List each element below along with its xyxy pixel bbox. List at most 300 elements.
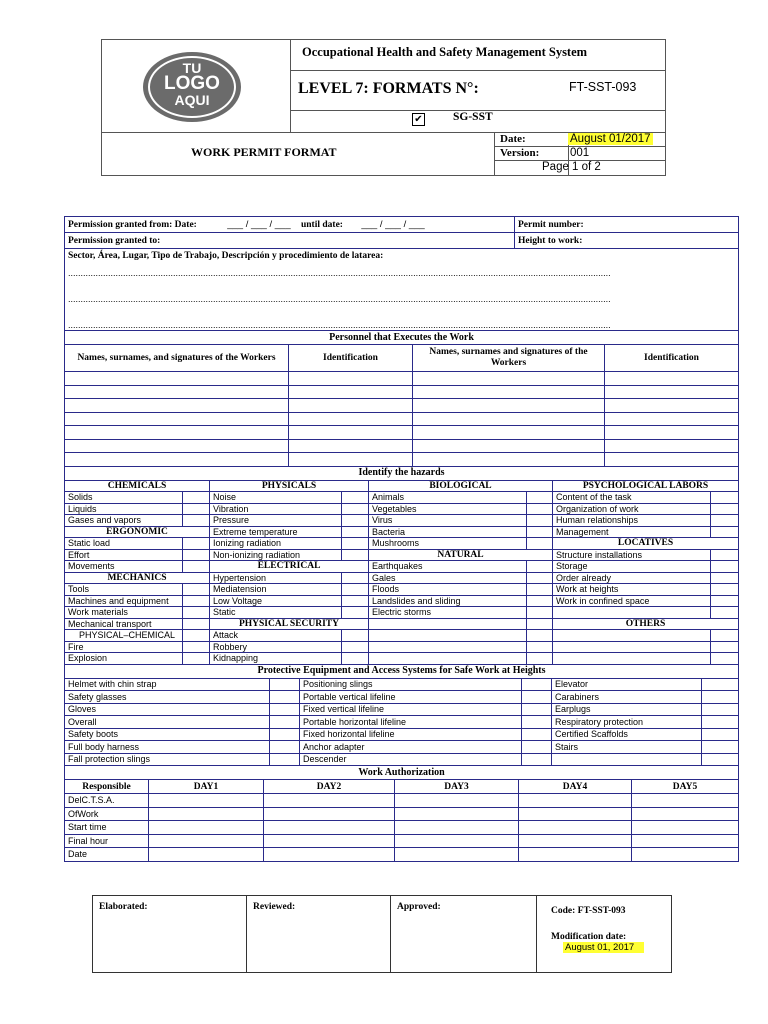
equipment-check-cell[interactable] xyxy=(522,703,552,716)
personnel-cell[interactable] xyxy=(605,439,739,453)
authorization-day-cell[interactable] xyxy=(264,807,395,821)
hazard-check-cell[interactable] xyxy=(711,492,739,504)
hazard-check-cell[interactable] xyxy=(342,584,369,596)
authorization-day-cell[interactable] xyxy=(519,794,632,808)
hazard-category-header: PHYSICAL SECURITY xyxy=(210,618,369,630)
equipment-row xyxy=(65,716,739,729)
equipment-row xyxy=(65,691,739,704)
hazard-category-header: MECHANICS xyxy=(65,572,210,584)
logo-line-1: TU xyxy=(182,60,202,76)
equipment-item-label: Portable vertical lifeline xyxy=(300,691,522,704)
hazard-check-cell[interactable] xyxy=(527,492,553,504)
equipment-item-label: Certified Scaffolds xyxy=(552,728,702,741)
equipment-check-cell[interactable] xyxy=(270,703,300,716)
hazard-row xyxy=(65,618,739,630)
personnel-cell[interactable] xyxy=(65,372,289,386)
authorization-day-cell[interactable] xyxy=(149,807,264,821)
equipment-check-cell[interactable] xyxy=(702,703,739,716)
personnel-cell[interactable] xyxy=(413,372,605,386)
hazard-check-cell[interactable] xyxy=(527,538,553,550)
hazard-row xyxy=(65,607,739,619)
hazard-item-label: Extreme temperature xyxy=(210,526,342,538)
hazard-item-label: Work materials xyxy=(65,607,183,619)
hazard-item-label: Floods xyxy=(369,584,527,596)
hazard-item-label: PHYSICAL–CHEMICAL xyxy=(65,630,183,642)
hazard-empty-cell xyxy=(369,653,527,665)
personnel-cell[interactable] xyxy=(605,399,739,413)
equipment-item-label: Full body harness xyxy=(65,741,270,754)
day-header: DAY2 xyxy=(264,780,395,794)
hazard-check-cell[interactable] xyxy=(711,561,739,573)
personnel-rows xyxy=(65,372,739,467)
personnel-cell[interactable] xyxy=(289,372,413,386)
authorization-day-cell[interactable] xyxy=(395,794,519,808)
hazards-title: Identify the hazards xyxy=(65,466,739,480)
equipment-item-label: Portable horizontal lifeline xyxy=(300,716,522,729)
authorization-row-label: Start time xyxy=(65,821,149,835)
hazard-row xyxy=(65,572,739,584)
personnel-row xyxy=(65,399,739,413)
hazard-check-cell[interactable] xyxy=(527,618,553,630)
equipment-item-label: Stairs xyxy=(552,741,702,754)
equipment-check-cell[interactable] xyxy=(522,678,552,691)
hazard-item-label: Human relationships xyxy=(553,515,711,527)
hazard-check-cell[interactable] xyxy=(342,630,369,642)
hazard-check-cell[interactable] xyxy=(183,584,210,596)
equipment-check-cell[interactable] xyxy=(270,678,300,691)
equipment-item-label: Overall xyxy=(65,716,270,729)
hazard-check-cell[interactable] xyxy=(527,503,553,515)
personnel-cell[interactable] xyxy=(65,399,289,413)
hazard-item-label: Animals xyxy=(369,492,527,504)
hazard-check-cell[interactable] xyxy=(183,595,210,607)
equipment-row xyxy=(65,741,739,754)
hazard-row xyxy=(65,561,739,573)
elaborated-cell[interactable]: Elaborated: xyxy=(93,896,247,973)
personnel-cell[interactable] xyxy=(65,453,289,467)
hazard-check-cell[interactable] xyxy=(711,515,739,527)
equipment-item-label: Carabiners xyxy=(552,691,702,704)
dotted-line-1: ......................................................................................................................................................................................................................... xyxy=(68,268,611,278)
hazard-item-label: Work in confined space xyxy=(553,595,711,607)
hazard-item-label: Organization of work xyxy=(553,503,711,515)
logo-line-2: LOGO xyxy=(164,73,220,94)
code-modification-cell xyxy=(537,896,672,973)
permit-number-cell[interactable]: Permit number: xyxy=(515,217,739,233)
authorization-row-label: Final hour xyxy=(65,834,149,848)
permit-info-table xyxy=(64,216,739,331)
equipment-item-label: Fall protection slings xyxy=(65,753,270,766)
authorization-day-cell[interactable] xyxy=(149,821,264,835)
hazard-item-label: Explosion xyxy=(65,653,183,665)
personnel-row xyxy=(65,426,739,440)
personnel-cell[interactable] xyxy=(413,426,605,440)
hazard-item-label: Non-ionizing radiation xyxy=(210,549,342,561)
col-names: Names, surnames, and signatures of the Workers xyxy=(65,345,289,372)
hazard-check-cell[interactable] xyxy=(527,641,553,653)
hazard-check-cell[interactable] xyxy=(342,526,369,538)
hazard-check-cell[interactable] xyxy=(711,572,739,584)
hazard-check-cell[interactable] xyxy=(711,584,739,596)
authorization-title: Work Authorization xyxy=(65,766,739,780)
hazard-item-label: Ionizing radiation xyxy=(210,538,342,550)
equipment-check-cell[interactable] xyxy=(522,741,552,754)
authorization-day-cell[interactable] xyxy=(632,834,739,848)
hazard-item-label: Effort xyxy=(65,549,183,561)
personnel-cell[interactable] xyxy=(605,372,739,386)
hazard-check-cell[interactable] xyxy=(527,526,553,538)
hazard-item-label: Order already xyxy=(553,572,711,584)
hazard-empty-cell xyxy=(369,618,527,630)
hazard-item-label: Work at heights xyxy=(553,584,711,596)
personnel-cell[interactable] xyxy=(65,439,289,453)
work-permit-form xyxy=(64,216,738,862)
equipment-item-label: Earplugs xyxy=(552,703,702,716)
hazard-category-header: LOCATIVES xyxy=(553,538,739,550)
personnel-cell[interactable] xyxy=(413,385,605,399)
hazard-check-cell[interactable] xyxy=(711,653,739,665)
equipment-item-label: Helmet with chin strap xyxy=(65,678,270,691)
hazard-empty-cell xyxy=(553,607,711,619)
authorization-day-cell[interactable] xyxy=(632,821,739,835)
equipment-check-cell[interactable] xyxy=(270,741,300,754)
responsible-header: Responsible xyxy=(65,780,149,794)
hazard-item-label: Liquids xyxy=(65,503,183,515)
personnel-cell[interactable] xyxy=(289,453,413,467)
hazard-check-cell[interactable] xyxy=(711,549,739,561)
equipment-check-cell[interactable] xyxy=(522,691,552,704)
hazard-check-cell[interactable] xyxy=(342,595,369,607)
hazard-check-cell[interactable] xyxy=(342,572,369,584)
hazard-check-cell[interactable] xyxy=(527,653,553,665)
dotted-line-3: ......................................................................................................................................................................................................................... xyxy=(68,320,611,330)
personnel-cell[interactable] xyxy=(289,412,413,426)
hazard-category-header: NATURAL xyxy=(369,549,553,561)
hazard-item-label: Robbery xyxy=(210,641,342,653)
hazard-category-header: ELECTRICAL xyxy=(210,561,369,573)
authorization-row xyxy=(65,834,739,848)
equipment-check-cell[interactable] xyxy=(270,753,300,766)
code-label: Code: FT-SST-093 xyxy=(551,906,626,916)
equipment-item-label: Positioning slings xyxy=(300,678,522,691)
hazard-check-cell[interactable] xyxy=(527,607,553,619)
hazard-item-label: Kidnapping xyxy=(210,653,342,665)
hazard-check-cell[interactable] xyxy=(527,630,553,642)
approval-footer xyxy=(92,895,671,973)
hazard-check-cell[interactable] xyxy=(342,607,369,619)
hazard-check-cell[interactable] xyxy=(342,653,369,665)
personnel-cell[interactable] xyxy=(65,412,289,426)
authorization-rows xyxy=(65,794,739,862)
hazard-check-cell[interactable] xyxy=(183,641,210,653)
hazard-item-label: Electric storms xyxy=(369,607,527,619)
hazard-empty-cell xyxy=(369,630,527,642)
until-date-blank[interactable]: ___ / ___ / ___ xyxy=(361,218,425,230)
hazard-check-cell[interactable] xyxy=(527,584,553,596)
equipment-check-cell[interactable] xyxy=(702,678,739,691)
hazard-row xyxy=(65,653,739,665)
personnel-cell[interactable] xyxy=(289,399,413,413)
hazard-check-cell[interactable] xyxy=(711,503,739,515)
authorization-day-cell[interactable] xyxy=(395,821,519,835)
hazard-check-cell[interactable] xyxy=(711,630,739,642)
equipment-check-cell[interactable] xyxy=(702,741,739,754)
hazard-item-label: Static xyxy=(210,607,342,619)
checkbox-label: SG-SST xyxy=(453,111,493,123)
hazard-empty-cell xyxy=(553,630,711,642)
equipment-check-cell[interactable] xyxy=(702,753,739,766)
equipment-item-label: Descender xyxy=(300,753,522,766)
authorization-day-cell[interactable] xyxy=(395,834,519,848)
personnel-cell[interactable] xyxy=(605,453,739,467)
equipment-item-label: Safety glasses xyxy=(65,691,270,704)
hazard-check-cell[interactable] xyxy=(342,549,369,561)
hazard-check-cell[interactable] xyxy=(183,607,210,619)
col-identification: Identification xyxy=(289,345,413,372)
hazard-category-header: PSYCHOLOGICAL LABORS xyxy=(553,480,739,492)
hazard-category-header: ERGONOMIC xyxy=(65,526,210,538)
hazard-check-cell[interactable] xyxy=(183,492,210,504)
sector-description-cell[interactable] xyxy=(65,249,739,331)
authorization-row xyxy=(65,848,739,862)
version-label: Version: xyxy=(500,147,540,159)
hazard-category-header: CHEMICALS xyxy=(65,480,210,492)
equipment-row xyxy=(65,703,739,716)
hazard-check-cell[interactable] xyxy=(342,492,369,504)
personnel-cell[interactable] xyxy=(289,426,413,440)
from-date-blank[interactable]: ___ / ___ / ___ xyxy=(227,218,291,230)
hazards-table xyxy=(64,466,739,665)
hazard-row xyxy=(65,503,739,515)
hazard-item-label: Earthquakes xyxy=(369,561,527,573)
personnel-cell[interactable] xyxy=(413,439,605,453)
equipment-item-label: Fixed vertical lifeline xyxy=(300,703,522,716)
authorization-day-cell[interactable] xyxy=(519,821,632,835)
permit-dates-cell[interactable] xyxy=(65,217,515,233)
hazard-item-label: Storage xyxy=(553,561,711,573)
personnel-row xyxy=(65,453,739,467)
hazard-item-label: Virus xyxy=(369,515,527,527)
hazard-item-label: Mushrooms xyxy=(369,538,527,550)
dotted-line-2: ......................................................................................................................................................................................................................... xyxy=(68,294,611,304)
hazard-check-cell[interactable] xyxy=(711,526,739,538)
version-value: 001 xyxy=(570,147,590,159)
equipment-row xyxy=(65,753,739,766)
equipment-rows xyxy=(65,678,739,766)
hazard-item-label: Mediatension xyxy=(210,584,342,596)
personnel-cell[interactable] xyxy=(413,412,605,426)
logo-line-3: AQUI xyxy=(174,92,210,108)
personnel-row xyxy=(65,439,739,453)
equipment-check-cell[interactable] xyxy=(522,716,552,729)
hazard-row xyxy=(65,630,739,642)
equipment-item-label: Safety boots xyxy=(65,728,270,741)
hazard-check-cell[interactable] xyxy=(711,641,739,653)
equipment-check-cell[interactable] xyxy=(522,753,552,766)
hazard-item-label: Vegetables xyxy=(369,503,527,515)
equipment-check-cell[interactable] xyxy=(270,728,300,741)
personnel-row xyxy=(65,412,739,426)
hazard-check-cell[interactable] xyxy=(183,515,210,527)
personnel-cell[interactable] xyxy=(289,439,413,453)
equipment-empty-cell xyxy=(552,753,702,766)
granted-from-label: Permission granted from: Date: xyxy=(68,219,197,230)
day-header: DAY3 xyxy=(395,780,519,794)
authorization-day-cell[interactable] xyxy=(395,807,519,821)
hazard-check-cell[interactable] xyxy=(342,515,369,527)
page-info: Page 1 of 2 xyxy=(542,161,601,173)
hazard-check-cell[interactable] xyxy=(527,515,553,527)
hazard-item-label: Bacteria xyxy=(369,526,527,538)
personnel-cell[interactable] xyxy=(65,385,289,399)
sector-label: Sector, Área, Lugar, Tipo de Trabajo, Descripción y procedimiento de latarea: xyxy=(68,251,384,261)
equipment-check-cell[interactable] xyxy=(702,691,739,704)
hazard-item-label: Gases and vapors xyxy=(65,515,183,527)
equipment-row xyxy=(65,678,739,691)
approval-table xyxy=(92,895,672,973)
authorization-day-cell[interactable] xyxy=(519,848,632,862)
authorization-table xyxy=(64,765,739,862)
reviewed-cell[interactable]: Reviewed: xyxy=(247,896,391,973)
hazard-item-label: Movements xyxy=(65,561,183,573)
equipment-table xyxy=(64,664,739,767)
hazard-check-cell[interactable] xyxy=(183,653,210,665)
hazard-empty-cell xyxy=(369,641,527,653)
equipment-check-cell[interactable] xyxy=(522,728,552,741)
personnel-cell[interactable] xyxy=(605,412,739,426)
hazard-check-cell[interactable] xyxy=(183,538,210,550)
hazard-row xyxy=(65,515,739,527)
hazard-item-label: Landslides and sliding xyxy=(369,595,527,607)
equipment-item-label: Elevator xyxy=(552,678,702,691)
authorization-row-label: DelC.T.S.A. xyxy=(65,794,149,808)
hazard-check-cell[interactable] xyxy=(183,561,210,573)
hazard-item-label: Solids xyxy=(65,492,183,504)
equipment-check-cell[interactable] xyxy=(702,716,739,729)
document-header xyxy=(101,39,666,176)
authorization-day-cell[interactable] xyxy=(519,807,632,821)
personnel-title: Personnel that Executes the Work xyxy=(65,331,739,345)
system-title: Occupational Health and Safety Management System xyxy=(302,45,588,59)
equipment-check-cell[interactable] xyxy=(702,728,739,741)
equipment-row xyxy=(65,728,739,741)
authorization-day-cell[interactable] xyxy=(632,807,739,821)
hazard-category-header: OTHERS xyxy=(553,618,739,630)
authorization-day-cell[interactable] xyxy=(149,834,264,848)
authorization-day-cell[interactable] xyxy=(632,848,739,862)
authorization-row xyxy=(65,794,739,808)
hazard-check-cell[interactable] xyxy=(711,595,739,607)
hazard-row xyxy=(65,549,739,561)
date-value: August 01/2017 xyxy=(570,133,651,145)
authorization-row-label: OfWork xyxy=(65,807,149,821)
authorization-day-cell[interactable] xyxy=(264,848,395,862)
authorization-day-cell[interactable] xyxy=(264,821,395,835)
hazard-check-cell[interactable] xyxy=(711,607,739,619)
hazard-category-header: BIOLOGICAL xyxy=(369,480,553,492)
equipment-item-label: Gloves xyxy=(65,703,270,716)
format-code: FT-SST-093 xyxy=(569,80,637,94)
authorization-row xyxy=(65,807,739,821)
equipment-check-cell[interactable] xyxy=(270,716,300,729)
hazard-check-cell[interactable] xyxy=(183,618,210,630)
hazard-check-cell[interactable] xyxy=(342,503,369,515)
personnel-cell[interactable] xyxy=(413,453,605,467)
personnel-table xyxy=(64,330,739,467)
hazard-item-label: Tools xyxy=(65,584,183,596)
hazard-empty-cell xyxy=(553,641,711,653)
hazard-check-cell[interactable] xyxy=(342,538,369,550)
hazard-item-label: Vibration xyxy=(210,503,342,515)
equipment-item-label: Fixed horizontal lifeline xyxy=(300,728,522,741)
hazard-row xyxy=(65,538,739,550)
hazard-row xyxy=(65,480,739,492)
authorization-day-cell[interactable] xyxy=(519,834,632,848)
hazard-check-cell[interactable] xyxy=(183,503,210,515)
hazard-item-label: Machines and equipment xyxy=(65,595,183,607)
authorization-day-cell[interactable] xyxy=(149,848,264,862)
authorization-row xyxy=(65,821,739,835)
hazard-check-cell[interactable] xyxy=(527,595,553,607)
authorization-day-cell[interactable] xyxy=(632,794,739,808)
hazard-empty-cell xyxy=(553,653,711,665)
hazard-check-cell[interactable] xyxy=(527,561,553,573)
approved-cell[interactable]: Approved: xyxy=(391,896,537,973)
hazard-row xyxy=(65,641,739,653)
personnel-cell[interactable] xyxy=(65,426,289,440)
hazard-item-label: Fire xyxy=(65,641,183,653)
hazard-item-label: Gales xyxy=(369,572,527,584)
personnel-cell[interactable] xyxy=(413,399,605,413)
col-identification-2: Identification xyxy=(605,345,739,372)
date-label: Date: xyxy=(500,133,526,145)
hazard-row xyxy=(65,584,739,596)
checkbox-sg-sst[interactable]: ✔ xyxy=(412,113,425,126)
hazard-row xyxy=(65,526,739,538)
hazard-item-label: Structure installations xyxy=(553,549,711,561)
personnel-row xyxy=(65,385,739,399)
day-header: DAY1 xyxy=(149,780,264,794)
hazard-item-label: Noise xyxy=(210,492,342,504)
hazard-check-cell[interactable] xyxy=(527,572,553,584)
modification-date-value: August 01, 2017 xyxy=(563,942,644,953)
personnel-cell[interactable] xyxy=(289,385,413,399)
personnel-cell[interactable] xyxy=(605,385,739,399)
authorization-day-cell[interactable] xyxy=(264,834,395,848)
hazard-item-label: Content of the task xyxy=(553,492,711,504)
modification-date-label: Modification date: xyxy=(551,932,627,942)
day-header: DAY5 xyxy=(632,780,739,794)
granted-to-cell[interactable]: Permission granted to: xyxy=(65,233,515,249)
hazard-check-cell[interactable] xyxy=(342,641,369,653)
authorization-day-cell[interactable] xyxy=(149,794,264,808)
authorization-day-cell[interactable] xyxy=(395,848,519,862)
hazard-item-label: Attack xyxy=(210,630,342,642)
hazard-item-label: Mechanical transport xyxy=(65,618,183,630)
equipment-check-cell[interactable] xyxy=(270,691,300,704)
hazard-category-header: PHYSICALS xyxy=(210,480,369,492)
level-title: LEVEL 7: FORMATS N°: xyxy=(298,80,479,97)
height-to-work-cell[interactable]: Height to work: xyxy=(515,233,739,249)
authorization-day-cell[interactable] xyxy=(264,794,395,808)
hazard-item-label: Static load xyxy=(65,538,183,550)
col-names-2: Names, surnames and signatures of the Workers xyxy=(413,345,605,372)
hazard-check-cell[interactable] xyxy=(183,549,210,561)
until-date-label: until date: xyxy=(300,219,343,230)
hazard-check-cell[interactable] xyxy=(183,630,210,642)
equipment-title: Protective Equipment and Access Systems for Safe Work at Heights xyxy=(65,664,739,678)
personnel-cell[interactable] xyxy=(605,426,739,440)
